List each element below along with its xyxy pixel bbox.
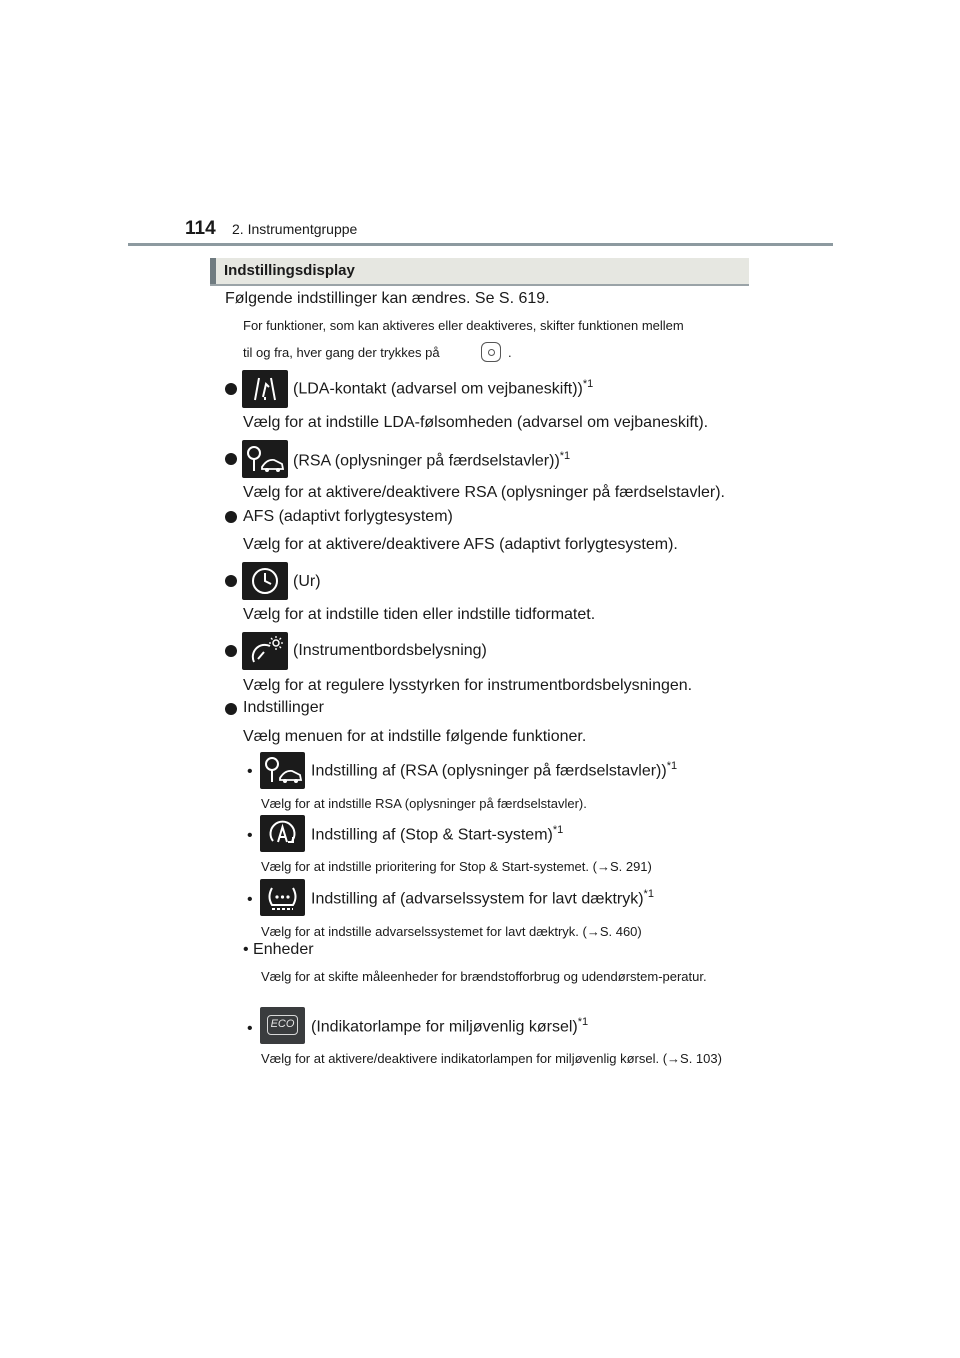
steering-switch-icon [481, 342, 501, 362]
item-desc: Vælg menuen for at indstille følgende funktioner. [243, 728, 587, 745]
item-label: AFS (adaptivt forlygtesystem) [243, 508, 453, 525]
section-header [210, 258, 749, 286]
lead-text: Følgende indstillinger kan ændres. Se S. 619. [225, 290, 550, 307]
item-desc: Vælg for at indstille LDA-følsomheden (advarsel om vejbaneskift). [243, 414, 709, 431]
bullet-dot [225, 575, 237, 587]
item-label: (RSA (oplysninger på færdselstavler))$^{*1}$ [293, 450, 571, 470]
bullet-dot [225, 645, 237, 657]
item-label: (LDA-kontakt (advarsel om vejbaneskift))$^{*1}$ [293, 378, 594, 398]
lda-icon [242, 370, 288, 408]
subitem-desc: Vælg for at indstille advarselssystemet for lavt dæktryk. (→S. 460) [261, 924, 642, 939]
eco-label: ECO [267, 1015, 298, 1035]
stop-start-icon [260, 815, 305, 852]
rsa-icon [260, 752, 305, 789]
sub-bullet: • [247, 827, 253, 844]
page-number: 114 [185, 218, 216, 239]
subitem-desc: Vælg for at skifte måleenheder for brændstofforbrug og udendørstem-peratur. [261, 969, 707, 984]
sub-bullet: • [247, 763, 253, 780]
bullet-dot [225, 703, 237, 715]
subitem-desc: Vælg for at indstille prioritering for Stop & Start-systemet. (→S. 291) [261, 859, 652, 874]
item-label: (Instrumentbordsbelysning) [293, 642, 487, 659]
note-line-2: til og fra, hver gang der trykkes på [243, 345, 440, 360]
header-rule [128, 243, 833, 246]
item-desc: Vælg for at indstille tiden eller indstille tidformatet. [243, 606, 596, 623]
sub-bullet: • [247, 891, 253, 908]
bullet-dot [225, 511, 237, 523]
chapter-title: 2. Instrumentgruppe [232, 221, 358, 237]
subitem-desc: Vælg for at aktivere/deaktivere indikatorlampen for miljøvenlig kørsel. (→S. 103) [261, 1051, 722, 1066]
item-label: Indstillinger [243, 699, 324, 716]
subitem-label: Indstilling af (advarselssystem for lavt dæktryk)$^{*1}$ [311, 888, 654, 908]
tire-pressure-icon [260, 879, 305, 916]
clock-icon [242, 562, 288, 600]
section-title: Indstillingsdisplay [224, 262, 355, 279]
note-end: . [508, 345, 512, 360]
note-line-1: For funktioner, som kan aktiveres eller deaktiveres, skifter funktionen mellem [243, 318, 684, 333]
section-header-bar [210, 258, 216, 284]
dashboard-light-icon [242, 632, 288, 670]
subitem-label: Indstilling af (RSA (oplysninger på færdselstavler))$^{*1}$ [311, 760, 678, 780]
sub-bullet: • [247, 1020, 253, 1037]
eco-icon [260, 1007, 305, 1044]
bullet-dot [225, 453, 237, 465]
item-desc: Vælg for at aktivere/deaktivere AFS (adaptivt forlygtesystem). [243, 536, 678, 553]
item-desc: Vælg for at regulere lysstyrken for instrumentbordsbelysningen. [243, 677, 693, 694]
bullet-dot [225, 383, 237, 395]
item-desc: Vælg for at aktivere/deaktivere RSA (oplysninger på færdselstavler). [243, 484, 725, 501]
subitem-label: Indstilling af (Stop & Start-system)$^{*1}$ [311, 824, 564, 844]
rsa-icon [242, 440, 288, 478]
item-label: (Ur) [293, 573, 321, 590]
subitem-desc: Vælg for at indstille RSA (oplysninger på færdselstavler). [261, 796, 587, 811]
subitem-label: (Indikatorlampe for miljøvenlig kørsel)$^{*1}$ [311, 1016, 589, 1036]
subitem-label: • Enheder [243, 941, 314, 958]
